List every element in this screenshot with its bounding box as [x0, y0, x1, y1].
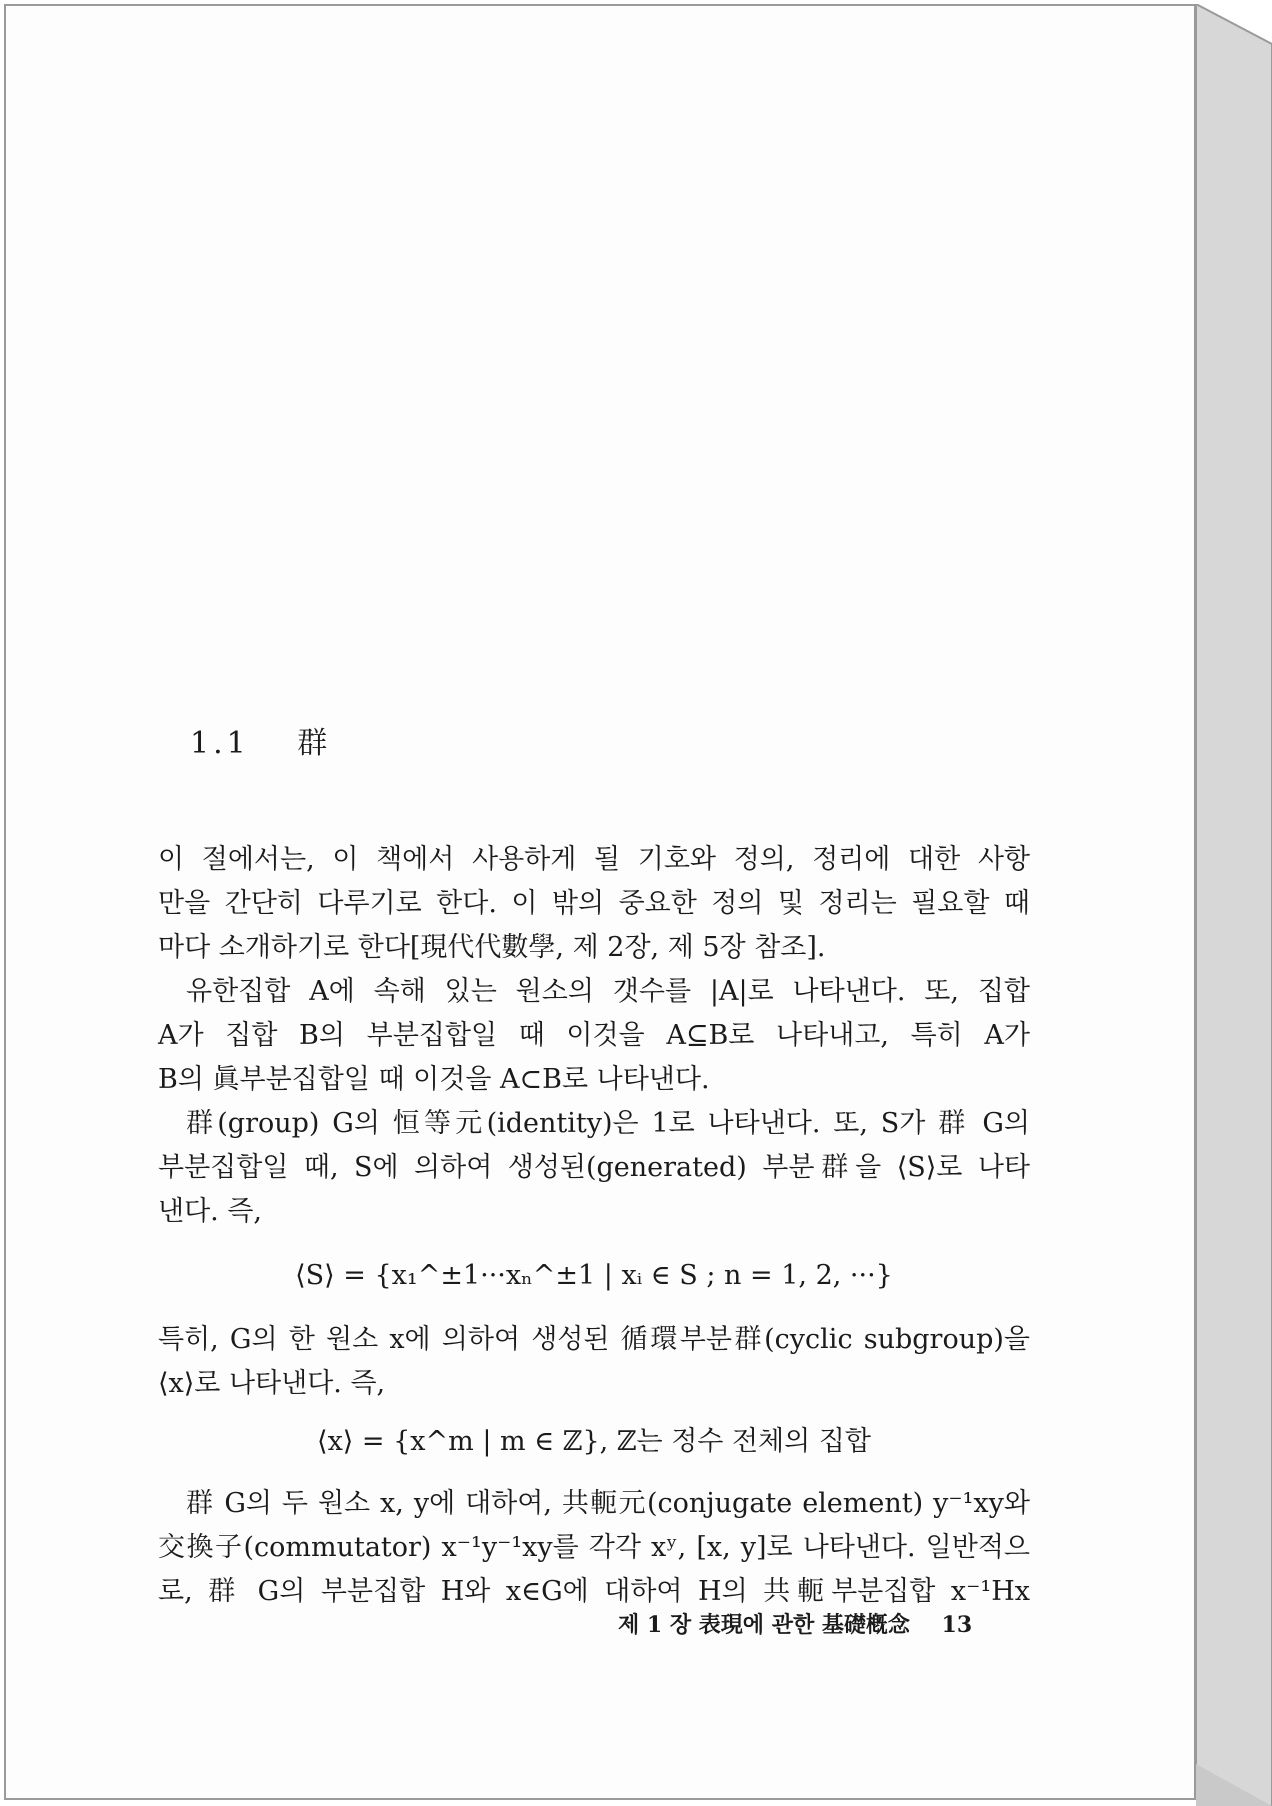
page-edge — [1196, 4, 1272, 1806]
body-line: ⟨S⟩ = {x₁^±1···xₙ^±1 | xᵢ ∈ S ; n = 1, 2, ···} — [295, 1260, 893, 1291]
body-line: 낸다. 즉, — [158, 1196, 262, 1227]
body-line: ⟨x⟩ = {x^m | m ∈ ℤ}, ℤ는 정수 전체의 집합 — [317, 1426, 871, 1457]
body-line: 이 절에서는, 이 책에서 사용하게 될 기호와 정의, 정리에 대한 사항 — [158, 844, 1030, 875]
body-line: 유한집합 A에 속해 있는 원소의 갯수를 |A|로 나타낸다. 또, 집합 — [186, 976, 1030, 1007]
body-line: 로, 群 G의 부분집합 H와 x∈G에 대하여 H의 共軛부분집합 x⁻¹Hx — [158, 1576, 1030, 1607]
page-number: 13 — [941, 1612, 973, 1638]
body-line: B의 眞부분집합일 때 이것을 A⊂B로 나타낸다. — [158, 1064, 710, 1095]
body-line: 群(group) G의 恒等元(identity)은 1로 나타낸다. 또, S가 群 G의 — [186, 1108, 1030, 1139]
body-line: ⟨x⟩로 나타낸다. 즉, — [158, 1368, 386, 1399]
body-line: 交換子(commutator) x⁻¹y⁻¹xy를 각각 xʸ, [x, y]로 나타낸다. 일반적으 — [158, 1532, 1030, 1563]
body-line: 마다 소개하기로 한다[現代代數學, 제 2장, 제 5장 참조]. — [158, 932, 826, 963]
body-line: 만을 간단히 다루기로 한다. 이 밖의 중요한 정의 및 정리는 필요할 때 — [158, 888, 1030, 919]
body-line: 群 G의 두 원소 x, y에 대하여, 共軛元(conjugate element) y⁻¹xy와 — [186, 1488, 1030, 1519]
body-line: 부분집합일 때, S에 의하여 생성된(generated) 부분群을 ⟨S⟩로 나타 — [158, 1152, 1030, 1183]
section-heading — [190, 718, 331, 762]
chapter-title: 제 1 장 表現에 관한 基礎槪念 — [618, 1612, 910, 1638]
section-number: 1.1 — [190, 726, 250, 761]
section-title: 群 — [297, 726, 332, 761]
body-line: 특히, G의 한 원소 x에 의하여 생성된 循環부분群(cyclic subgroup)을 — [158, 1324, 1030, 1355]
body-line: A가 집합 B의 부분집합일 때 이것을 A⊆B로 나타내고, 특히 A가 — [158, 1020, 1030, 1051]
running-footer — [618, 1608, 972, 1639]
